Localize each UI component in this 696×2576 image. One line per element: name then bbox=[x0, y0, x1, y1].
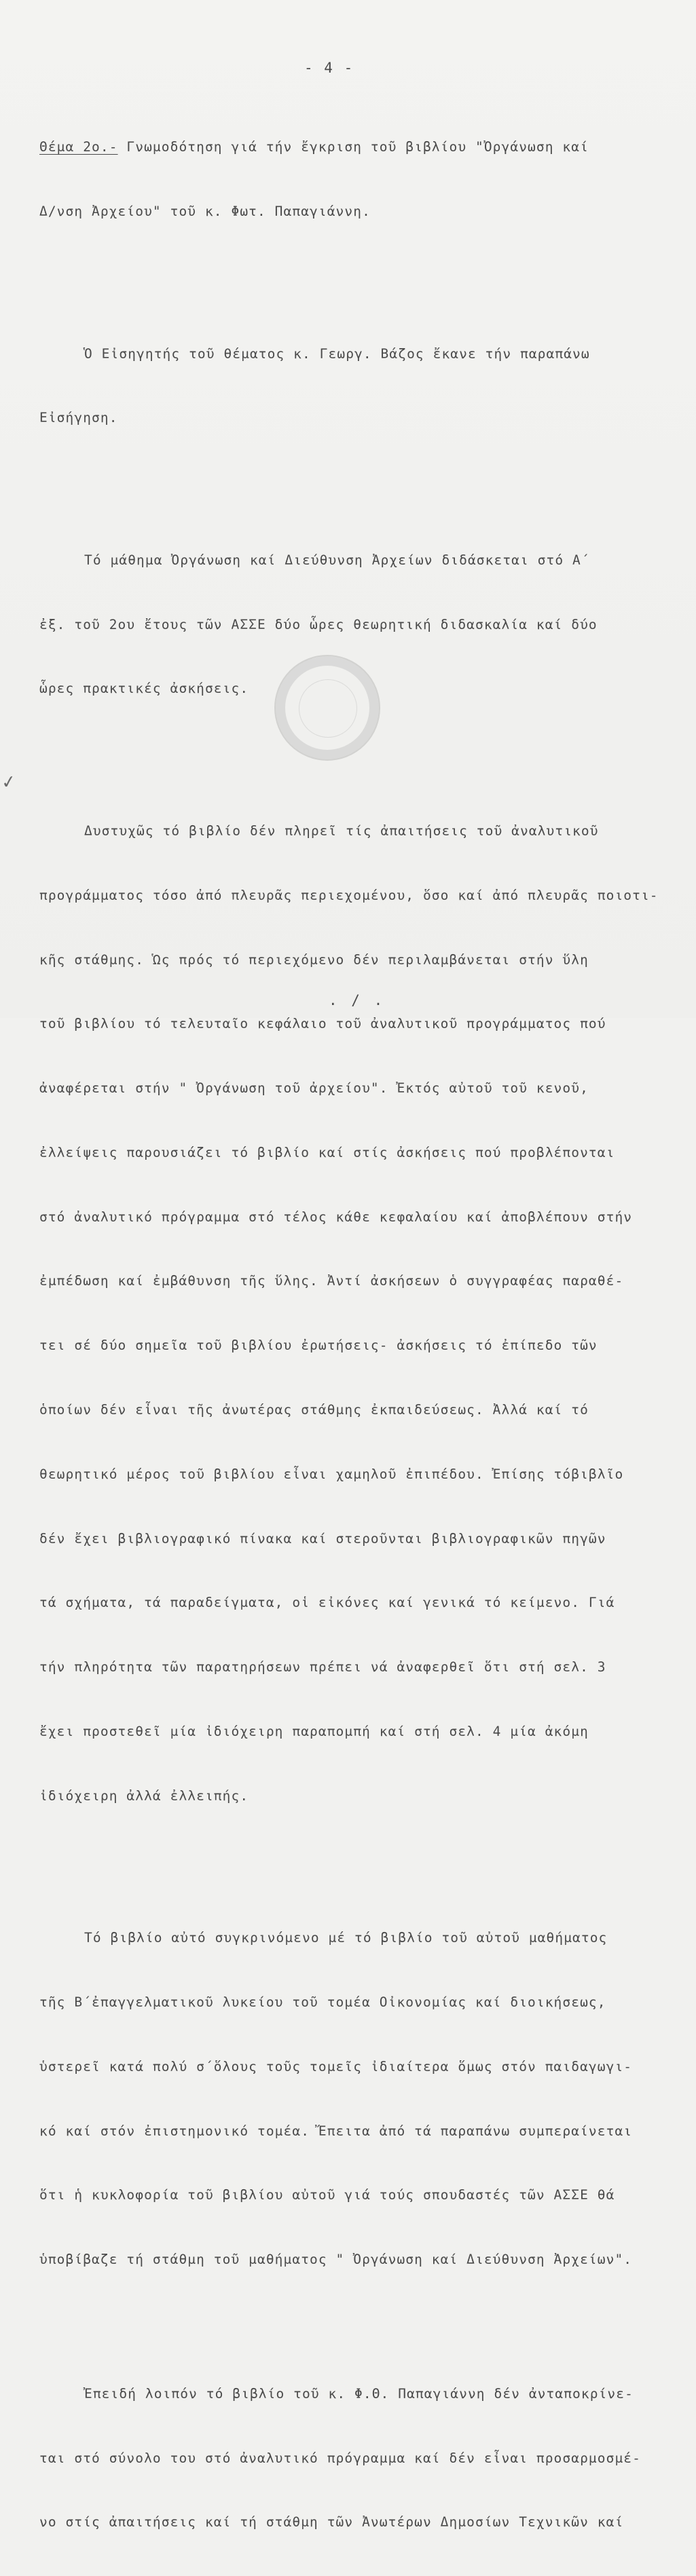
paragraph-line: ὁποίων δέν εἶναι τῆς ἀνωτέρας στάθμης ἐκπαιδεύσεως. Ἀλλά καί τό bbox=[39, 1402, 589, 1418]
paragraph-line: ἀναφέρεται στήν " Ὀργάνωση τοῦ ἀρχείου". Ἐκτός αὐτοῦ τοῦ κενοῦ, bbox=[39, 1080, 589, 1097]
paragraph-line: Ὁ Εἰσηγητής τοῦ θέματος κ. Γεωργ. Βάζος ἔκανε τήν παραπάνω bbox=[84, 345, 590, 362]
paragraph-line: ὑστερεῖ κατά πολύ σ΄ὅλους τοῦς τομεῖς ἰδιαίτερα ὅμως στόν παιδαγωγι- bbox=[39, 2058, 633, 2075]
paragraph-line: Τό μάθημα Ὀργάνωση καί Διεύθυνση Ἀρχείων διδάσκεται στό Α΄ bbox=[84, 552, 590, 568]
topic-text: Γνωμοδότηση γιά τήν ἔγκριση τοῦ βιβλίου "Ὀργάνωση καί bbox=[117, 139, 589, 155]
paragraph-line: ἐμπέδωση καί ἐμβάθυνση τῆς ὕλης. Ἀντί ἀσκήσεων ὁ συγγραφέας παραθέ- bbox=[39, 1273, 624, 1289]
continuation-mark: . / . bbox=[329, 992, 386, 1008]
paragraph-line: κό καί στόν ἐπιστημονικό τομέα. Ἔπειτα ἀπό τά παραπάνω συμπεραίνεται bbox=[39, 2123, 633, 2139]
paragraph-line: δέν ἔχει βιβλιογραφικό πίνακα καί στεροῦνται βιβλιογραφικῶν πηγῶν bbox=[39, 1530, 606, 1547]
page-number: - 4 - bbox=[304, 60, 354, 76]
paragraph-line: θεωρητικό μέρος τοῦ βιβλίου εἶναι χαμηλοῦ ἐπιπέδου. Ἐπίσης τόβιβλῖο bbox=[39, 1466, 624, 1482]
paragraph-line: νο στίς ἀπαιτήσεις καί τή στάθμη τῶν Ἀνωτέρων Δημοσίων Τεχνικῶν καί bbox=[39, 2514, 624, 2531]
paragraph-line: ἐξ. τοῦ 2ου ἔτους τῶν ΑΣΣΕ δύο ὧρες θεωρητική διδασκαλία καί δύο bbox=[39, 616, 598, 632]
paragraph-line: Ἐπειδή λοιπόν τό βιβλίο τοῦ κ. Φ.Θ. Παπαγιάννη δέν ἀνταποκρίνε- bbox=[84, 2385, 634, 2402]
paragraph-line: Τό βιβλίο αὐτό συγκρινόμενο μέ τό βιβλίο τοῦ αὐτοῦ μαθήματος bbox=[84, 1930, 608, 1946]
paragraph-line: προγράμματος τόσο ἀπό πλευρᾶς περιεχομένου, ὅσο καί ἀπό πλευρᾶς ποιοτι- bbox=[39, 887, 659, 903]
paragraph-line: στό ἀναλυτικό πρόγραμμα στό τέλος κάθε κεφαλαίου καί ἀποβλέπουν στήν bbox=[39, 1209, 633, 1225]
paragraph-line: Δυστυχῶς τό βιβλίο δέν πληρεῖ τίς ἀπαιτήσεις τοῦ ἀναλυτικοῦ bbox=[84, 823, 599, 839]
heading-line bbox=[39, 136, 684, 158]
document-body bbox=[39, 94, 684, 2576]
paragraph-line: κῆς στάθμης. Ὡς πρός τό περιεχόμενο δέν περιλαμβάνεται στήν ὕλη bbox=[39, 951, 589, 968]
paragraph-line: τοῦ βιβλίου τό τελευταῖο κεφάλαιο τοῦ ἀναλυτικοῦ προγράμματος πού bbox=[39, 1016, 606, 1032]
paragraph-line: τήν πληρότητα τῶν παρατηρήσεων πρέπει νά ἀναφερθεῖ ὅτι στή σελ. 3 bbox=[39, 1659, 606, 1675]
paragraph-line: ὑποβίβαζε τή στάθμη τοῦ μαθήματος " Ὀργάνωση καί Διεύθυνση Ἀρχείων". bbox=[39, 2252, 633, 2268]
paragraph-line: ἐλλείψεις παρουσιάζει τό βιβλίο καί στίς ἀσκήσεις πού προβλέπονται bbox=[39, 1144, 615, 1160]
handwritten-margin-mark: ✓ bbox=[0, 771, 18, 794]
paragraph-line: ἔχει προστεθεῖ μία ἰδιόχειρη παραπομπή καί στή σελ. 4 μία ἀκόμη bbox=[39, 1723, 589, 1739]
paragraph-line: τά σχήματα, τά παραδείγματα, οἱ εἰκόνες καί γενικά τό κείμενο. Γιά bbox=[39, 1595, 615, 1611]
paragraph-line: ὅτι ἡ κυκλοφορία τοῦ βιβλίου αὐτοῦ γιά τούς σπουδαστές τῶν ΑΣΣΕ θά bbox=[39, 2187, 615, 2203]
paragraph-line: Εἰσήγηση. bbox=[39, 410, 118, 426]
paragraph-line: ὧρες πρακτικές ἀσκήσεις. bbox=[39, 681, 249, 697]
topic-label: Θέμα 2ο.- bbox=[39, 139, 118, 155]
paragraph-line: τῆς Β΄ἐπαγγελματικοῦ λυκείου τοῦ τομέα Οἰκονομίας καί διοικήσεως, bbox=[39, 1994, 606, 2011]
paragraph-line: τει σέ δύο σημεῖα τοῦ βιβλίου ἐρωτήσεις- ἀσκήσεις τό ἐπίπεδο τῶν bbox=[39, 1338, 598, 1354]
paragraph-line: ται στό σύνολο του στό ἀναλυτικό πρόγραμμα καί δέν εἶναι προσαρμοσμέ- bbox=[39, 2450, 641, 2466]
paragraph-line: ἰδιόχειρη ἀλλά ἐλλειπής. bbox=[39, 1787, 249, 1804]
heading-continuation: Δ/νση Ἀρχείου" τοῦ κ. Φωτ. Παπαγιάννη. bbox=[39, 203, 371, 219]
